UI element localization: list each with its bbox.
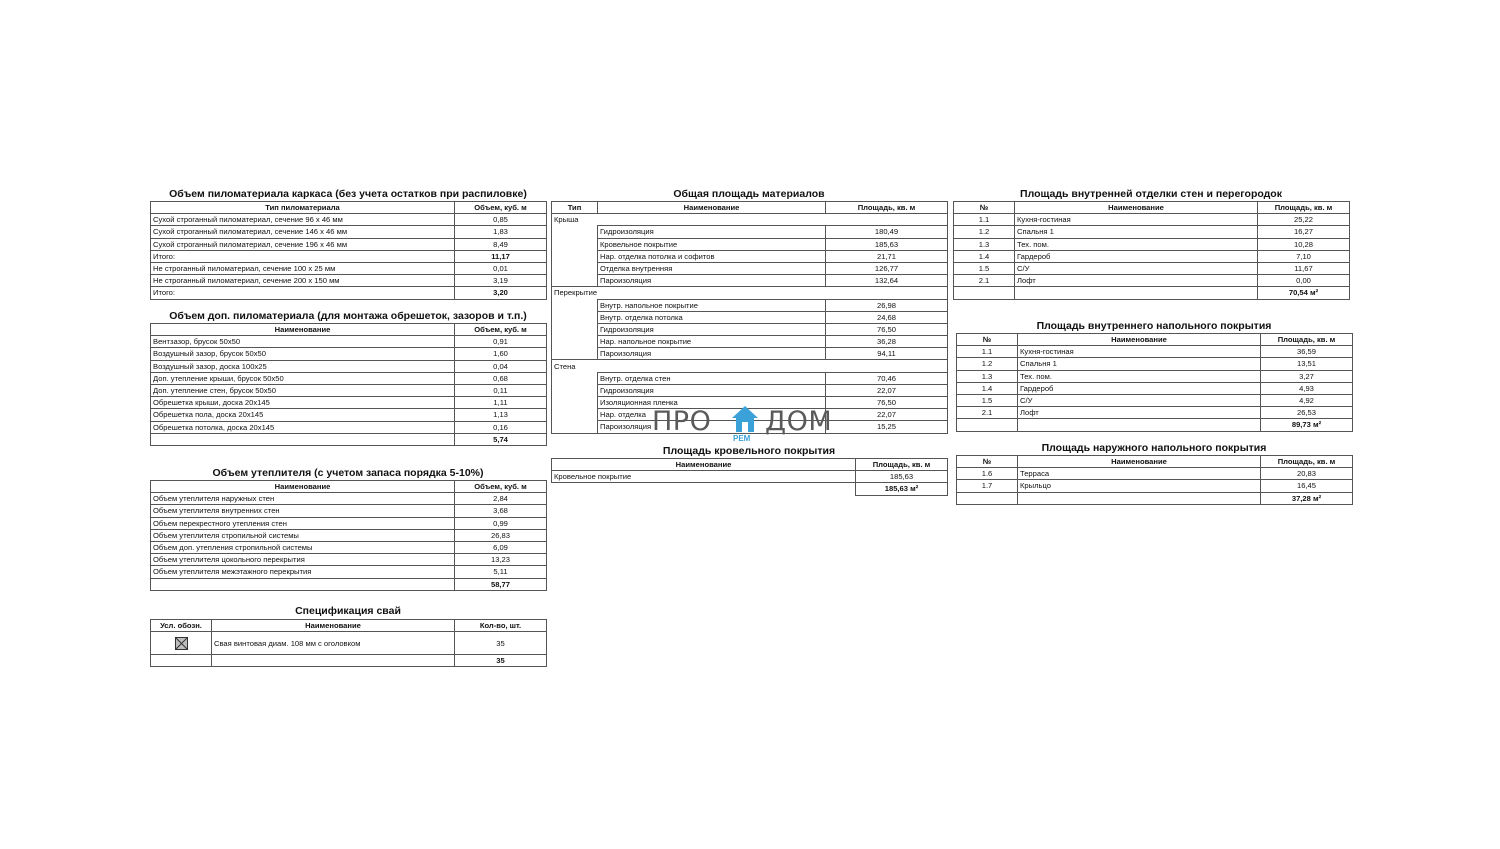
row-value: 36,28 [826,336,948,348]
roof-area-table [551,458,948,496]
row-value: 0,11 [455,384,547,396]
row-name: Доп. утепление крыши, брусок 50х50 [151,372,455,384]
prodom-logo [652,404,852,444]
total-row [151,578,547,590]
row-value: 24,68 [826,311,948,323]
total-row [552,483,948,495]
row-name: Нар. напольное покрытие [598,336,826,348]
total-value: 89,73 м² [1261,419,1353,431]
row-name: Сухой строганный пиломатериал, сечение 146 х 46 мм [151,226,455,238]
table-row [957,468,1353,480]
table-row [151,554,547,566]
table-row [552,311,948,323]
roof-area-title: Площадь кровельного покрытия [662,445,836,457]
row-name: Объем доп. утепления стропильной системы [151,541,455,553]
row-name: Гардероб [1015,250,1258,262]
floor-outer-title: Площадь наружного напольного покрытия [1041,442,1267,454]
row-value: 1,11 [455,397,547,409]
row-value: 1,83 [455,226,547,238]
table-row [151,372,547,384]
col-header: Площадь, кв. м [826,202,948,214]
row-value: 0,04 [455,360,547,372]
group-label: Стена [552,360,948,372]
piles-title: Спецификация свай [295,605,401,617]
col-header: Наименование [1018,456,1261,468]
row-value: 185,63 [856,471,948,483]
row-number: 1.5 [954,262,1015,274]
col-header: Площадь, кв. м [1261,334,1353,346]
total-row [151,433,547,445]
table-row [954,275,1350,287]
row-name: Объем утеплителя внутренних стен [151,505,455,517]
col-header: Наименование [212,620,455,632]
row-value: 16,45 [1261,480,1353,492]
row-name: Вентзазор, брусок 50х50 [151,336,455,348]
lumber-frame-title: Объем пиломатериала каркаса (без учета остатков при распиловке) [169,188,527,200]
row-value: 94,11 [826,348,948,360]
row-name: Не строганный пиломатериал, сечение 100 х 25 мм [151,262,455,274]
col-header: Кол-во, шт. [455,620,547,632]
row-value: 26,83 [455,529,547,541]
row-name: Пароизоляция [598,348,826,360]
col-header: Наименование [151,324,455,336]
row-name: Сухой строганный пиломатериал, сечение 196 х 46 мм [151,238,455,250]
row-name: Лофт [1015,275,1258,287]
row-name: Кровельное покрытие [598,238,826,250]
total-row [957,492,1353,504]
table-row [552,299,948,311]
row-name: Пароизоляция [598,421,826,433]
table-row [151,493,547,505]
row-name: Гидроизоляция [598,226,826,238]
table-row [151,632,547,655]
row-number: 1.2 [954,226,1015,238]
col-header: № [957,334,1018,346]
table-row [957,480,1353,492]
col-header: Площадь, кв. м [856,459,948,471]
floor-inner-table [956,333,1353,432]
table-row [954,238,1350,250]
col-header: Тип [552,202,598,214]
row-value: 6,09 [455,541,547,553]
total-row [957,419,1353,431]
table-row [151,250,547,262]
col-header: Тип пиломатериала [151,202,455,214]
row-value: 22,07 [826,409,948,421]
col-header: Наименование [1015,202,1258,214]
row-name: Обрешетка потолка, доска 20х145 [151,421,455,433]
table-row [151,336,547,348]
total-value: 70,54 м² [1258,287,1350,299]
table-row [552,384,948,396]
row-name: Объем утеплителя наружных стен [151,493,455,505]
row-value: 76,50 [826,323,948,335]
table-row [151,214,547,226]
row-value: 0,01 [455,262,547,274]
pile-symbol-cell [151,632,212,655]
row-number: 1.3 [957,370,1018,382]
row-name: Нар. отделка потолка и софитов [598,250,826,262]
row-name: Гидроизоляция [598,323,826,335]
row-name: Кухня-гостиная [1015,214,1258,226]
table-row [552,250,948,262]
group-label: Крыша [552,214,948,226]
row-name: Спальня 1 [1015,226,1258,238]
logo-subtext: РЕМ [733,434,751,443]
row-value: 15,25 [826,421,948,433]
table-row [552,336,948,348]
table-row [151,409,547,421]
row-name: Внутр. напольное покрытие [598,299,826,311]
row-value: 0,99 [455,517,547,529]
total-row [151,655,547,667]
row-number: 2.1 [957,407,1018,419]
row-name: Гардероб [1018,382,1261,394]
row-value: 0,00 [1258,275,1350,287]
table-row [957,370,1353,382]
row-name: С/У [1015,262,1258,274]
total-value: 58,77 [455,578,547,590]
table-row [957,382,1353,394]
row-name: Пароизоляция [598,275,826,287]
total-value: 5,74 [455,433,547,445]
row-name: Доп. утепление стен, брусок 50х50 [151,384,455,396]
row-name: Кухня-гостиная [1018,346,1261,358]
row-value: 26,98 [826,299,948,311]
lumber-extra-title: Объем доп. пиломатериала (для монтажа обрешеток, зазоров и т.п.) [169,310,527,322]
table-row [151,384,547,396]
table-row [552,372,948,384]
row-number: 1.4 [954,250,1015,262]
row-name: Свая винтовая диам. 108 мм с оголовком [212,632,455,655]
table-row [151,529,547,541]
wall-finish-table [953,201,1350,300]
col-header: Усл. обозн. [151,620,212,632]
row-value: 180,49 [826,226,948,238]
row-value: 2,84 [455,493,547,505]
col-header: Наименование [151,481,455,493]
group-label: Перекрытие [552,287,948,299]
table-row [151,505,547,517]
row-value: 0,68 [455,372,547,384]
table-row [957,346,1353,358]
lumber-frame-table [150,201,547,300]
table-row [151,566,547,578]
row-value: 35 [455,632,547,655]
col-header: Наименование [552,459,856,471]
insulation-table [150,480,547,591]
row-value: 8,49 [455,238,547,250]
row-value: 13,51 [1261,358,1353,370]
row-value: 0,91 [455,336,547,348]
group-row [552,360,948,372]
col-header: Наименование [1018,334,1261,346]
row-value: 4,92 [1261,394,1353,406]
row-name: Итого: [151,287,455,299]
row-value: 20,83 [1261,468,1353,480]
row-value: 76,50 [826,397,948,409]
lumber-extra-table [150,323,547,446]
row-value: 5,11 [455,566,547,578]
table-row [552,323,948,335]
row-number: 1.6 [957,468,1018,480]
group-row [552,214,948,226]
table-row [552,275,948,287]
row-value: 185,63 [826,238,948,250]
row-value: 13,23 [455,554,547,566]
row-value: 3,27 [1261,370,1353,382]
row-name: Обрешетка пола, доска 20х145 [151,409,455,421]
col-header: Объем, куб. м [455,202,547,214]
row-name: Объем перекрестного утепления стен [151,517,455,529]
table-row [151,238,547,250]
table-row [151,517,547,529]
row-name: Изоляционная пленка [598,397,826,409]
row-value: 22,07 [826,384,948,396]
row-number: 2.1 [954,275,1015,287]
total-row [954,287,1350,299]
total-value: 37,28 м² [1261,492,1353,504]
row-value: 1,13 [455,409,547,421]
row-value: 7,10 [1258,250,1350,262]
row-name: Отделка внутренняя [598,262,826,274]
row-value: 132,64 [826,275,948,287]
row-number: 1.1 [954,214,1015,226]
row-name: С/У [1018,394,1261,406]
row-name: Тех. пом. [1015,238,1258,250]
table-row [954,262,1350,274]
logo-text-right: ДОМ [765,406,833,437]
row-value: 3,68 [455,505,547,517]
insulation-title: Объем утеплителя (с учетом запаса порядка 5-10%) [212,467,484,479]
table-row [954,250,1350,262]
logo-text-left: ПРО [652,406,712,437]
row-number: 1.3 [954,238,1015,250]
house-icon [730,404,760,434]
table-row [552,471,948,483]
row-value: 3,20 [455,287,547,299]
table-row [151,421,547,433]
row-number: 1.1 [957,346,1018,358]
row-value: 26,53 [1261,407,1353,419]
table-row [552,262,948,274]
row-value: 11,67 [1258,262,1350,274]
col-header: Наименование [598,202,826,214]
row-name: Воздушный зазор, доска 100х25 [151,360,455,372]
table-row [954,214,1350,226]
row-name: Внутр. отделка потолка [598,311,826,323]
row-name: Тех. пом. [1018,370,1261,382]
col-header: Площадь, кв. м [1261,456,1353,468]
row-value: 21,71 [826,250,948,262]
group-row [552,287,948,299]
row-number: 1.2 [957,358,1018,370]
row-name: Итого: [151,250,455,262]
table-row [151,287,547,299]
col-header: Объем, куб. м [455,324,547,336]
row-name: Объем утеплителя стропильной системы [151,529,455,541]
table-row [151,397,547,409]
row-value: 3,19 [455,275,547,287]
row-name: Объем утеплителя цокольного перекрытия [151,554,455,566]
row-name: Воздушный зазор, брусок 50х50 [151,348,455,360]
row-value: 16,27 [1258,226,1350,238]
row-name: Спальня 1 [1018,358,1261,370]
table-row [151,541,547,553]
row-name: Сухой строганный пиломатериал, сечение 96 х 46 мм [151,214,455,226]
materials-area-table [551,201,948,434]
row-name [151,578,455,590]
table-row [957,407,1353,419]
table-row [151,226,547,238]
row-name: Внутр. отделка стен [598,372,826,384]
row-name: Не строганный пиломатериал, сечение 200 х 150 мм [151,275,455,287]
row-value: 70,46 [826,372,948,384]
row-name: Объем утеплителя межэтажного перекрытия [151,566,455,578]
total-value: 185,63 м² [856,483,948,495]
row-name [151,433,455,445]
row-name: Лофт [1018,407,1261,419]
table-row [151,262,547,274]
col-header: № [957,456,1018,468]
row-name: Нар. отделка [598,409,826,421]
row-name: Терраса [1018,468,1261,480]
row-value: 1,60 [455,348,547,360]
pile-symbol-icon [175,637,188,650]
total-value: 35 [455,655,547,667]
table-row [957,358,1353,370]
table-row [954,226,1350,238]
row-number: 1.7 [957,480,1018,492]
table-row [957,394,1353,406]
table-row [552,348,948,360]
row-value: 11,17 [455,250,547,262]
table-row [151,348,547,360]
row-name: Крыльцо [1018,480,1261,492]
row-value: 36,59 [1261,346,1353,358]
row-name: Обрешетка крыши, доска 20х145 [151,397,455,409]
row-value: 4,93 [1261,382,1353,394]
row-name: Кровельное покрытие [552,471,856,483]
wall-finish-title: Площадь внутренней отделки стен и перегородок [1020,188,1282,200]
col-header: Объем, куб. м [455,481,547,493]
row-number: 1.4 [957,382,1018,394]
materials-area-title: Общая площадь материалов [673,188,825,200]
floor-outer-table [956,455,1353,505]
row-name: Гидроизоляция [598,384,826,396]
table-row [552,238,948,250]
row-value: 10,28 [1258,238,1350,250]
row-value: 25,22 [1258,214,1350,226]
row-number: 1.5 [957,394,1018,406]
table-row [151,275,547,287]
row-value: 126,77 [826,262,948,274]
table-row [151,360,547,372]
row-value: 0,16 [455,421,547,433]
floor-inner-title: Площадь внутреннего напольного покрытия [1036,320,1272,332]
table-row [552,226,948,238]
piles-table [150,619,547,667]
row-value: 0,85 [455,214,547,226]
col-header: Площадь, кв. м [1258,202,1350,214]
col-header: № [954,202,1015,214]
